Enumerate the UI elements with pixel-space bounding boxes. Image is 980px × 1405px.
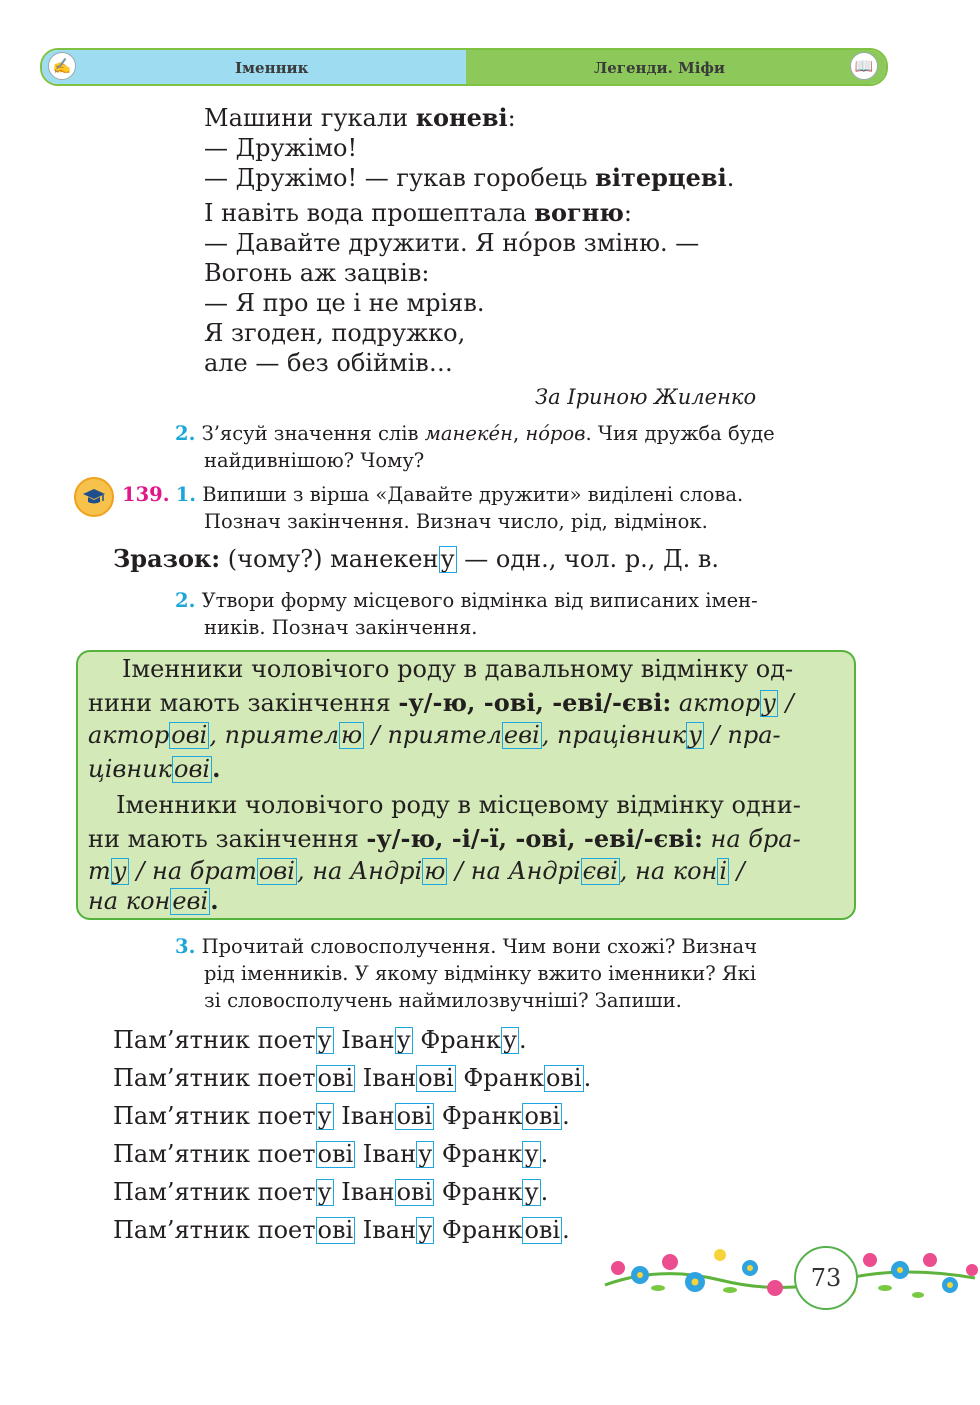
poem-author: За Іриною Жиленко [535,385,757,409]
sample-line: Зразок: (чому?) манекену — одн., чол. р., Д. в. [113,544,719,573]
rule-line: ни мають закінчення -у/-ю, -і/-ї, -ові, -еві/-єві: на бра- [88,824,801,853]
header-right-section [466,50,886,84]
header-left-section [42,50,466,84]
topic-title: Легенди. Міфи [594,59,726,77]
exercise-139-line: Познач закінчення. Визнач число, рід, відмінок. [204,510,708,533]
book-icon: 📖 [850,52,878,80]
rule-line: акторові, приятелю / приятелеві, працівнику / пра- [88,721,781,749]
poem-line: — Я про це і не мріяв. [204,289,485,317]
page-header [40,48,888,86]
poem-line: — Дружімо! [204,134,358,162]
section-title: Іменник [235,59,309,77]
task-3-line: рід іменників. У якому відмінку вжито іменники? Які [204,962,757,985]
page-number: 73 [794,1246,858,1310]
task-3-line: зі словосполучень наймилозвучніші? Запиши. [204,989,682,1012]
exercise-139-line: 139. 1. Випиши з вірша «Давайте дружити» виділені слова. [122,483,744,506]
task-2-line: 2. З’ясуй значення слів манекéн, нóров. Чия дружба буде [175,422,775,445]
poem-line: І навіть вода прошептала вогню: [204,198,633,227]
poem-line: — Давайте дружити. Я нóров зміню. — [204,229,700,257]
rule-line: нини мають закінчення -у/-ю, -ові, -еві/-єві: актору / [88,688,794,717]
phrase-line: Пам’ятник поетові Іванові Франкові. [113,1064,592,1092]
poem-line: Машини гукали коневі: [204,103,516,132]
poem-line: але — без обіймів… [204,349,453,377]
rule-line: Іменники чоловічого роду в місцевому відмінку одни- [116,791,801,819]
poem-line: Я згоден, подружко, [204,319,466,347]
pen-icon: ✍ [48,52,76,80]
exercise-139-line: 2. Утвори форму місцевого відмінка від виписаних імен- [175,589,758,612]
phrase-line: Пам’ятник поету Іванові Франку. [113,1178,549,1206]
phrase-line: Пам’ятник поету Іванові Франкові. [113,1102,570,1130]
task-3-line: 3. Прочитай словосполучення. Чим вони схожі? Визнач [175,935,758,958]
task-2-line: найдивнішою? Чому? [204,449,425,472]
header-bar [40,48,888,86]
rule-line: ту / на братові, на Андрію / на Андрієві, на коні / [88,857,745,885]
poem-line: — Дружімо! — гукав горобець вітерцеві. [204,163,735,192]
rule-line: цівникові. [88,754,221,783]
rule-line: на коневі. [88,886,219,915]
exercise-139-line: ників. Познач закінчення. [204,616,478,639]
graduation-cap-icon [74,477,114,517]
flower-decoration [600,1240,980,1310]
phrase-line: Пам’ятник поетові Івану Франку. [113,1140,549,1168]
phrase-line: Пам’ятник поетові Івану Франкові. [113,1216,570,1244]
rule-line: Іменники чоловічого роду в давальному відмінку од- [122,655,794,683]
phrase-line: Пам’ятник поету Івану Франку. [113,1026,527,1054]
poem-line: Вогонь аж зацвів: [204,259,430,287]
